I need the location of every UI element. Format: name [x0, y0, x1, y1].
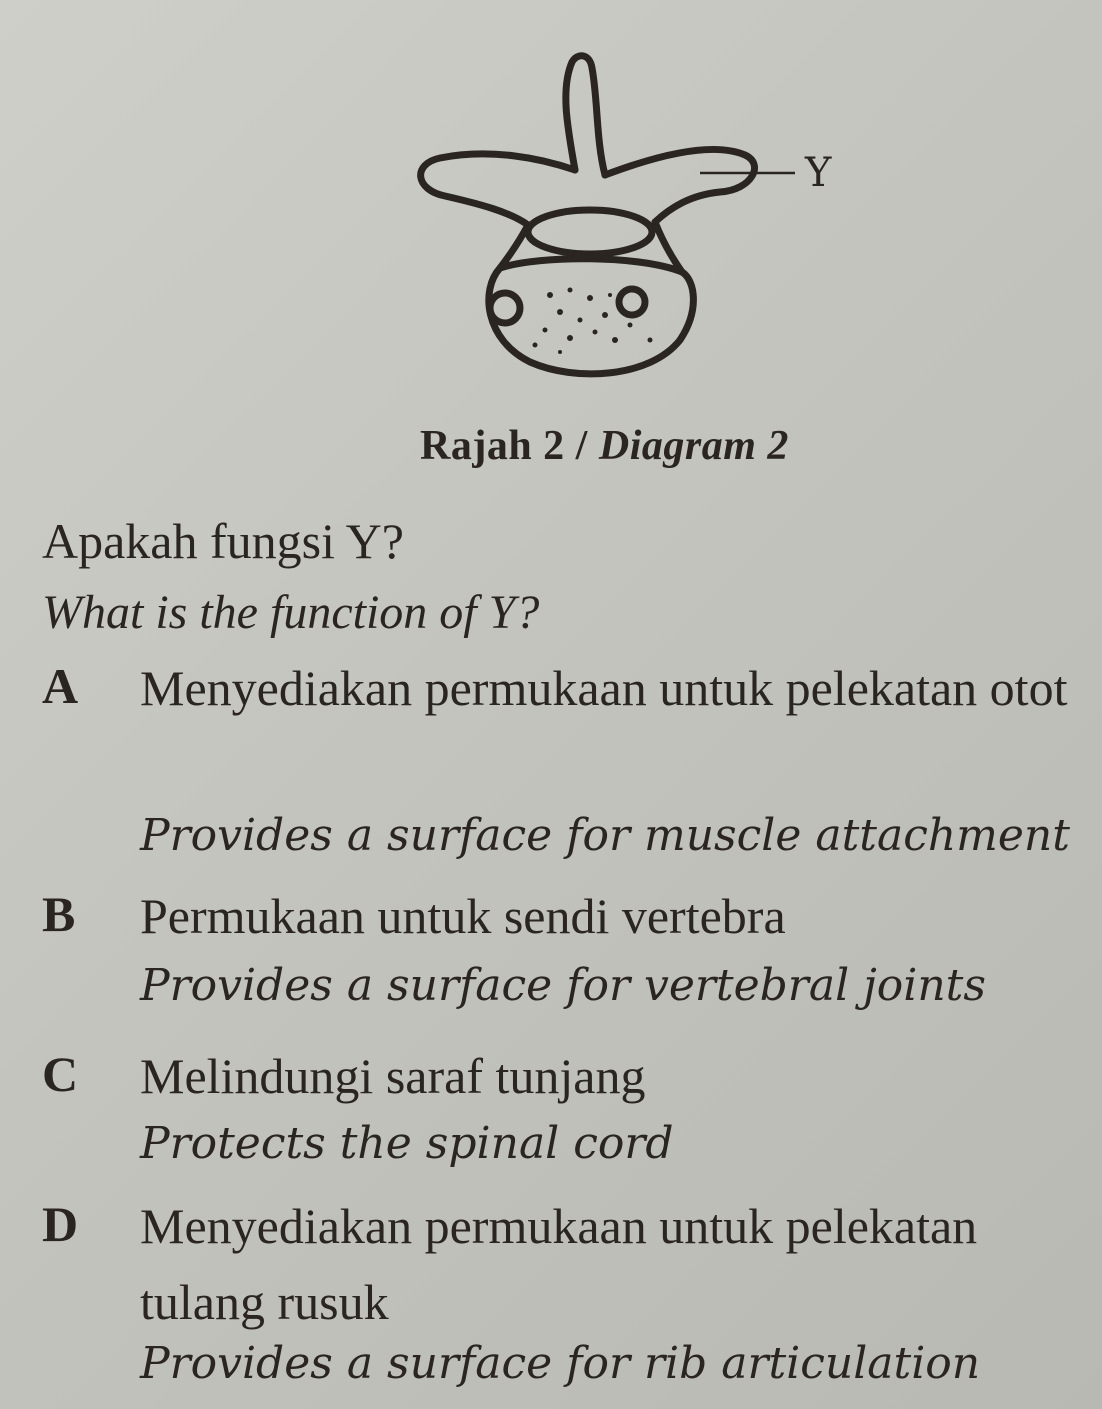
diagram-caption	[420, 422, 789, 470]
option-c-letter[interactable]: C	[42, 1046, 79, 1102]
vertebra-diagram	[400, 40, 860, 400]
option-a-letter[interactable]: A	[42, 658, 79, 714]
option-c-ms[interactable]: Melindungi saraf tunjang	[140, 1048, 646, 1104]
option-b-letter[interactable]: B	[42, 886, 76, 942]
option-c-en[interactable]: Protects the spinal cord	[140, 1118, 674, 1169]
caption-ms: Rajah 2 /	[420, 423, 599, 469]
option-b-ms[interactable]: Permukaan untuk sendi vertebra	[140, 888, 786, 944]
option-a-en[interactable]: Provides a surface for muscle attachment	[140, 810, 1070, 861]
label-y: Y	[805, 150, 832, 196]
option-d-letter[interactable]: D	[42, 1196, 79, 1252]
question-en: What is the function of Y?	[42, 586, 540, 639]
option-b-en[interactable]: Provides a surface for vertebral joints	[140, 960, 986, 1011]
question-ms: Apakah fungsi Y?	[42, 513, 404, 569]
option-a-ms[interactable]: Menyediakan permukaan untuk pelekatan otot	[140, 660, 1068, 716]
caption-en: Diagram 2	[598, 423, 789, 469]
option-d-en[interactable]: Provides a surface for rib articulation	[140, 1338, 981, 1389]
option-d-ms[interactable]: Menyediakan permukaan untuk pelekatan tulang rusuk	[140, 1198, 978, 1330]
